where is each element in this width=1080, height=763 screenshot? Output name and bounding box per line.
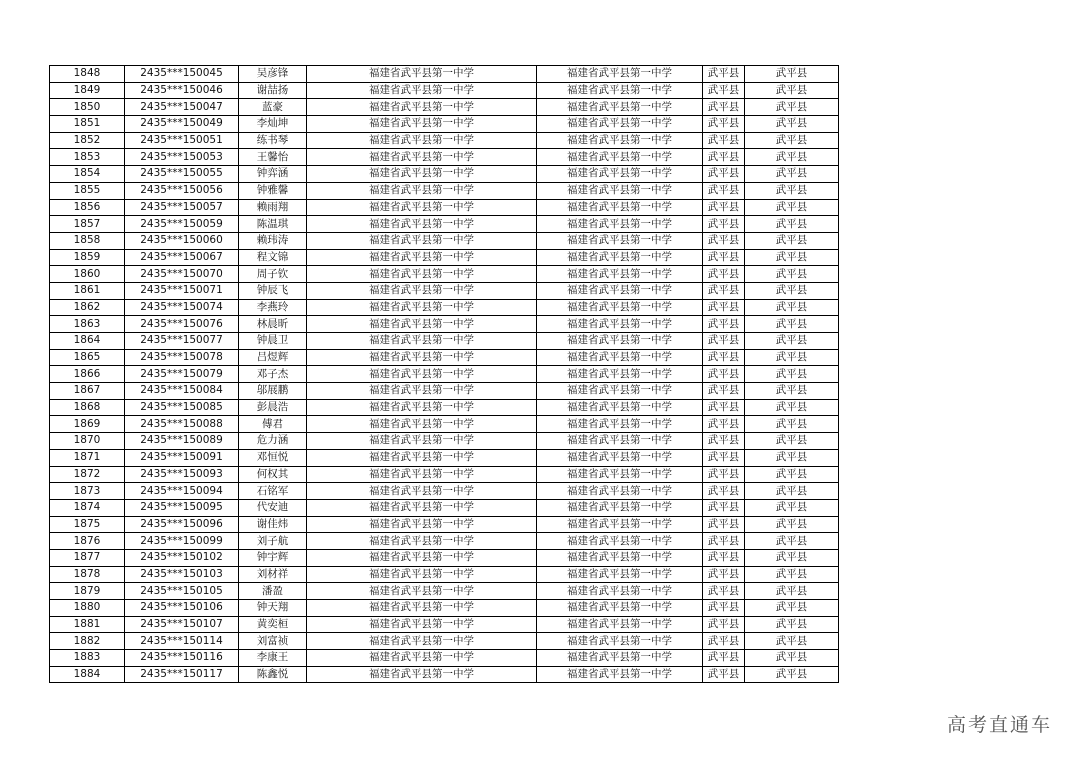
table-row (50, 349, 839, 366)
county2-cell: 武平县 (745, 232, 839, 249)
name-cell: 傅君 (239, 416, 307, 433)
school-cell: 福建省武平县第一中学 (307, 366, 537, 383)
county2-cell: 武平县 (745, 366, 839, 383)
seq-cell: 1856 (50, 199, 125, 216)
school-cell: 福建省武平县第一中学 (307, 282, 537, 299)
school2-cell: 福建省武平县第一中学 (537, 566, 703, 583)
table-row (50, 182, 839, 199)
table-row (50, 566, 839, 583)
name-cell: 刘富祯 (239, 633, 307, 650)
table-row (50, 299, 839, 316)
exam-id-cell: 2435***150114 (125, 633, 239, 650)
seq-cell: 1858 (50, 232, 125, 249)
county2-cell: 武平县 (745, 349, 839, 366)
seq-cell: 1848 (50, 66, 125, 83)
exam-id-cell: 2435***150077 (125, 333, 239, 350)
county2-cell: 武平县 (745, 299, 839, 316)
exam-id-cell: 2435***150085 (125, 399, 239, 416)
name-cell: 李燕玲 (239, 299, 307, 316)
school2-cell: 福建省武平县第一中学 (537, 182, 703, 199)
county2-cell: 武平县 (745, 199, 839, 216)
name-cell: 林晨昕 (239, 316, 307, 333)
exam-id-cell: 2435***150051 (125, 132, 239, 149)
county-cell: 武平县 (703, 182, 745, 199)
seq-cell: 1870 (50, 433, 125, 450)
seq-cell: 1880 (50, 600, 125, 617)
name-cell: 刘子航 (239, 533, 307, 550)
seq-cell: 1884 (50, 666, 125, 683)
school-cell: 福建省武平县第一中学 (307, 416, 537, 433)
seq-cell: 1865 (50, 349, 125, 366)
exam-id-cell: 2435***150095 (125, 499, 239, 516)
school-cell: 福建省武平县第一中学 (307, 132, 537, 149)
school2-cell: 福建省武平县第一中学 (537, 82, 703, 99)
name-cell: 邓子杰 (239, 366, 307, 383)
exam-id-cell: 2435***150057 (125, 199, 239, 216)
county-cell: 武平县 (703, 166, 745, 183)
name-cell: 吕煜辉 (239, 349, 307, 366)
school2-cell: 福建省武平县第一中学 (537, 232, 703, 249)
county-cell: 武平县 (703, 600, 745, 617)
county2-cell: 武平县 (745, 516, 839, 533)
county2-cell: 武平县 (745, 282, 839, 299)
county2-cell: 武平县 (745, 499, 839, 516)
county2-cell: 武平县 (745, 533, 839, 550)
name-cell: 危力涵 (239, 433, 307, 450)
school-cell: 福建省武平县第一中学 (307, 333, 537, 350)
exam-id-cell: 2435***150116 (125, 650, 239, 667)
exam-id-cell: 2435***150094 (125, 483, 239, 500)
school2-cell: 福建省武平县第一中学 (537, 616, 703, 633)
name-cell: 钟天翔 (239, 600, 307, 617)
school2-cell: 福建省武平县第一中学 (537, 383, 703, 400)
county2-cell: 武平县 (745, 149, 839, 166)
school-cell: 福建省武平县第一中学 (307, 116, 537, 133)
table-row (50, 366, 839, 383)
exam-id-cell: 2435***150107 (125, 616, 239, 633)
table-row (50, 616, 839, 633)
seq-cell: 1878 (50, 566, 125, 583)
county2-cell: 武平县 (745, 666, 839, 683)
exam-id-cell: 2435***150056 (125, 182, 239, 199)
name-cell: 彭晨浩 (239, 399, 307, 416)
county-cell: 武平县 (703, 666, 745, 683)
table-row (50, 132, 839, 149)
exam-id-cell: 2435***150060 (125, 232, 239, 249)
county2-cell: 武平县 (745, 600, 839, 617)
county-cell: 武平县 (703, 282, 745, 299)
seq-cell: 1864 (50, 333, 125, 350)
name-cell: 赖雨翔 (239, 199, 307, 216)
table-row (50, 282, 839, 299)
county-cell: 武平县 (703, 99, 745, 116)
county-cell: 武平县 (703, 349, 745, 366)
county-cell: 武平县 (703, 616, 745, 633)
school-cell: 福建省武平县第一中学 (307, 433, 537, 450)
county2-cell: 武平县 (745, 66, 839, 83)
school2-cell: 福建省武平县第一中学 (537, 399, 703, 416)
county-cell: 武平县 (703, 416, 745, 433)
county2-cell: 武平县 (745, 416, 839, 433)
table-row (50, 449, 839, 466)
school-cell: 福建省武平县第一中学 (307, 66, 537, 83)
school2-cell: 福建省武平县第一中学 (537, 499, 703, 516)
table-row (50, 600, 839, 617)
county2-cell: 武平县 (745, 99, 839, 116)
county-cell: 武平县 (703, 466, 745, 483)
seq-cell: 1872 (50, 466, 125, 483)
seq-cell: 1867 (50, 383, 125, 400)
county-cell: 武平县 (703, 633, 745, 650)
table-row (50, 416, 839, 433)
exam-id-cell: 2435***150093 (125, 466, 239, 483)
school2-cell: 福建省武平县第一中学 (537, 650, 703, 667)
exam-id-cell: 2435***150046 (125, 82, 239, 99)
name-cell: 邬展鹏 (239, 383, 307, 400)
name-cell: 石铭军 (239, 483, 307, 500)
school-cell: 福建省武平县第一中学 (307, 149, 537, 166)
table-row (50, 516, 839, 533)
county2-cell: 武平县 (745, 449, 839, 466)
seq-cell: 1882 (50, 633, 125, 650)
school-cell: 福建省武平县第一中学 (307, 349, 537, 366)
school2-cell: 福建省武平县第一中学 (537, 116, 703, 133)
school-cell: 福建省武平县第一中学 (307, 516, 537, 533)
exam-id-cell: 2435***150049 (125, 116, 239, 133)
table-row (50, 499, 839, 516)
school2-cell: 福建省武平县第一中学 (537, 149, 703, 166)
school2-cell: 福建省武平县第一中学 (537, 316, 703, 333)
exam-id-cell: 2435***150088 (125, 416, 239, 433)
table-row (50, 433, 839, 450)
name-cell: 钟宇辉 (239, 549, 307, 566)
exam-id-cell: 2435***150053 (125, 149, 239, 166)
name-cell: 何权其 (239, 466, 307, 483)
name-cell: 黄奕桓 (239, 616, 307, 633)
school2-cell: 福建省武平县第一中学 (537, 449, 703, 466)
name-cell: 潘盈 (239, 583, 307, 600)
county2-cell: 武平县 (745, 583, 839, 600)
school2-cell: 福建省武平县第一中学 (537, 433, 703, 450)
school2-cell: 福建省武平县第一中学 (537, 99, 703, 116)
exam-id-cell: 2435***150106 (125, 600, 239, 617)
school2-cell: 福建省武平县第一中学 (537, 282, 703, 299)
table-row (50, 199, 839, 216)
seq-cell: 1881 (50, 616, 125, 633)
name-cell: 陈鑫悦 (239, 666, 307, 683)
table-row (50, 116, 839, 133)
seq-cell: 1866 (50, 366, 125, 383)
school-cell: 福建省武平县第一中学 (307, 600, 537, 617)
school-cell: 福建省武平县第一中学 (307, 216, 537, 233)
name-cell: 周子钦 (239, 266, 307, 283)
exam-id-cell: 2435***150074 (125, 299, 239, 316)
county2-cell: 武平县 (745, 616, 839, 633)
name-cell: 李灿坤 (239, 116, 307, 133)
seq-cell: 1874 (50, 499, 125, 516)
seq-cell: 1869 (50, 416, 125, 433)
exam-id-cell: 2435***150091 (125, 449, 239, 466)
school-cell: 福建省武平县第一中学 (307, 99, 537, 116)
table-row (50, 466, 839, 483)
table-row (50, 549, 839, 566)
county-cell: 武平县 (703, 449, 745, 466)
county-cell: 武平县 (703, 366, 745, 383)
name-cell: 程文锦 (239, 249, 307, 266)
county-cell: 武平县 (703, 199, 745, 216)
county2-cell: 武平县 (745, 82, 839, 99)
county2-cell: 武平县 (745, 266, 839, 283)
name-cell: 代安迪 (239, 499, 307, 516)
county-cell: 武平县 (703, 116, 745, 133)
county-cell: 武平县 (703, 399, 745, 416)
school2-cell: 福建省武平县第一中学 (537, 166, 703, 183)
county2-cell: 武平县 (745, 483, 839, 500)
county-cell: 武平县 (703, 483, 745, 500)
county2-cell: 武平县 (745, 333, 839, 350)
exam-id-cell: 2435***150067 (125, 249, 239, 266)
school2-cell: 福建省武平县第一中学 (537, 132, 703, 149)
county-cell: 武平县 (703, 333, 745, 350)
school2-cell: 福建省武平县第一中学 (537, 66, 703, 83)
exam-id-cell: 2435***150078 (125, 349, 239, 366)
school2-cell: 福建省武平县第一中学 (537, 633, 703, 650)
county2-cell: 武平县 (745, 182, 839, 199)
seq-cell: 1879 (50, 583, 125, 600)
school-cell: 福建省武平县第一中学 (307, 483, 537, 500)
name-cell: 钟辰飞 (239, 282, 307, 299)
school-cell: 福建省武平县第一中学 (307, 249, 537, 266)
seq-cell: 1862 (50, 299, 125, 316)
school-cell: 福建省武平县第一中学 (307, 499, 537, 516)
county2-cell: 武平县 (745, 132, 839, 149)
seq-cell: 1875 (50, 516, 125, 533)
table-row (50, 82, 839, 99)
county-cell: 武平县 (703, 499, 745, 516)
seq-cell: 1877 (50, 549, 125, 566)
name-cell: 陈温琪 (239, 216, 307, 233)
county-cell: 武平县 (703, 549, 745, 566)
name-cell: 钟雅馨 (239, 182, 307, 199)
seq-cell: 1883 (50, 650, 125, 667)
county-cell: 武平县 (703, 232, 745, 249)
county2-cell: 武平县 (745, 383, 839, 400)
seq-cell: 1850 (50, 99, 125, 116)
school2-cell: 福建省武平县第一中学 (537, 349, 703, 366)
name-cell: 蓝豪 (239, 99, 307, 116)
county-cell: 武平县 (703, 82, 745, 99)
exam-id-cell: 2435***150084 (125, 383, 239, 400)
county2-cell: 武平县 (745, 549, 839, 566)
exam-id-cell: 2435***150103 (125, 566, 239, 583)
school-cell: 福建省武平县第一中学 (307, 449, 537, 466)
exam-id-cell: 2435***150105 (125, 583, 239, 600)
county-cell: 武平县 (703, 383, 745, 400)
seq-cell: 1861 (50, 282, 125, 299)
table-row (50, 216, 839, 233)
table-row (50, 333, 839, 350)
county-cell: 武平县 (703, 566, 745, 583)
table-row (50, 650, 839, 667)
school-cell: 福建省武平县第一中学 (307, 399, 537, 416)
name-cell: 钟晨卫 (239, 333, 307, 350)
watermark: 高考直通车 (946, 714, 1052, 736)
seq-cell: 1873 (50, 483, 125, 500)
school2-cell: 福建省武平县第一中学 (537, 333, 703, 350)
school2-cell: 福建省武平县第一中学 (537, 583, 703, 600)
school2-cell: 福建省武平县第一中学 (537, 216, 703, 233)
school-cell: 福建省武平县第一中学 (307, 82, 537, 99)
school-cell: 福建省武平县第一中学 (307, 666, 537, 683)
table-row (50, 99, 839, 116)
seq-cell: 1863 (50, 316, 125, 333)
table-row (50, 316, 839, 333)
county2-cell: 武平县 (745, 399, 839, 416)
exam-id-cell: 2435***150045 (125, 66, 239, 83)
roster-table (49, 65, 839, 683)
exam-id-cell: 2435***150076 (125, 316, 239, 333)
county-cell: 武平县 (703, 132, 745, 149)
seq-cell: 1868 (50, 399, 125, 416)
school2-cell: 福建省武平县第一中学 (537, 366, 703, 383)
school2-cell: 福建省武平县第一中学 (537, 299, 703, 316)
school-cell: 福建省武平县第一中学 (307, 549, 537, 566)
seq-cell: 1852 (50, 132, 125, 149)
exam-id-cell: 2435***150096 (125, 516, 239, 533)
county2-cell: 武平县 (745, 633, 839, 650)
school-cell: 福建省武平县第一中学 (307, 533, 537, 550)
name-cell: 王馨怡 (239, 149, 307, 166)
school2-cell: 福建省武平县第一中学 (537, 483, 703, 500)
table-row (50, 483, 839, 500)
school-cell: 福建省武平县第一中学 (307, 316, 537, 333)
exam-id-cell: 2435***150102 (125, 549, 239, 566)
name-cell: 刘材祥 (239, 566, 307, 583)
table-row (50, 166, 839, 183)
table-row (50, 383, 839, 400)
seq-cell: 1851 (50, 116, 125, 133)
school2-cell: 福建省武平县第一中学 (537, 666, 703, 683)
exam-id-cell: 2435***150099 (125, 533, 239, 550)
county-cell: 武平县 (703, 66, 745, 83)
county-cell: 武平县 (703, 316, 745, 333)
exam-id-cell: 2435***150071 (125, 282, 239, 299)
county-cell: 武平县 (703, 149, 745, 166)
school-cell: 福建省武平县第一中学 (307, 566, 537, 583)
name-cell: 钟弈涵 (239, 166, 307, 183)
school-cell: 福建省武平县第一中学 (307, 182, 537, 199)
school-cell: 福建省武平县第一中学 (307, 232, 537, 249)
exam-id-cell: 2435***150059 (125, 216, 239, 233)
school-cell: 福建省武平县第一中学 (307, 166, 537, 183)
school2-cell: 福建省武平县第一中学 (537, 549, 703, 566)
school2-cell: 福建省武平县第一中学 (537, 466, 703, 483)
exam-id-cell: 2435***150117 (125, 666, 239, 683)
name-cell: 谢佳炜 (239, 516, 307, 533)
county-cell: 武平县 (703, 299, 745, 316)
school-cell: 福建省武平县第一中学 (307, 199, 537, 216)
school-cell: 福建省武平县第一中学 (307, 616, 537, 633)
school2-cell: 福建省武平县第一中学 (537, 516, 703, 533)
county2-cell: 武平县 (745, 316, 839, 333)
seq-cell: 1853 (50, 149, 125, 166)
county-cell: 武平县 (703, 516, 745, 533)
table-row (50, 66, 839, 83)
seq-cell: 1859 (50, 249, 125, 266)
school2-cell: 福建省武平县第一中学 (537, 266, 703, 283)
name-cell: 赖玮涛 (239, 232, 307, 249)
county-cell: 武平县 (703, 533, 745, 550)
school-cell: 福建省武平县第一中学 (307, 633, 537, 650)
county-cell: 武平县 (703, 249, 745, 266)
exam-id-cell: 2435***150089 (125, 433, 239, 450)
name-cell: 谢喆扬 (239, 82, 307, 99)
seq-cell: 1849 (50, 82, 125, 99)
name-cell: 李康王 (239, 650, 307, 667)
school-cell: 福建省武平县第一中学 (307, 266, 537, 283)
table-row (50, 232, 839, 249)
seq-cell: 1854 (50, 166, 125, 183)
seq-cell: 1855 (50, 182, 125, 199)
county-cell: 武平县 (703, 266, 745, 283)
county2-cell: 武平县 (745, 116, 839, 133)
school-cell: 福建省武平县第一中学 (307, 383, 537, 400)
county-cell: 武平县 (703, 650, 745, 667)
county2-cell: 武平县 (745, 249, 839, 266)
school-cell: 福建省武平县第一中学 (307, 650, 537, 667)
county2-cell: 武平县 (745, 566, 839, 583)
table-row (50, 266, 839, 283)
school2-cell: 福建省武平县第一中学 (537, 533, 703, 550)
table-row (50, 149, 839, 166)
table-row (50, 249, 839, 266)
roster-body (50, 66, 839, 683)
exam-id-cell: 2435***150047 (125, 99, 239, 116)
table-row (50, 666, 839, 683)
table-row (50, 533, 839, 550)
county2-cell: 武平县 (745, 433, 839, 450)
exam-id-cell: 2435***150079 (125, 366, 239, 383)
name-cell: 练书琴 (239, 132, 307, 149)
table-row (50, 633, 839, 650)
exam-id-cell: 2435***150055 (125, 166, 239, 183)
table-row (50, 399, 839, 416)
school2-cell: 福建省武平县第一中学 (537, 600, 703, 617)
school-cell: 福建省武平县第一中学 (307, 583, 537, 600)
county2-cell: 武平县 (745, 466, 839, 483)
county2-cell: 武平县 (745, 650, 839, 667)
name-cell: 邓恒悦 (239, 449, 307, 466)
school-cell: 福建省武平县第一中学 (307, 299, 537, 316)
table-row (50, 583, 839, 600)
name-cell: 吴彦锋 (239, 66, 307, 83)
seq-cell: 1857 (50, 216, 125, 233)
school2-cell: 福建省武平县第一中学 (537, 249, 703, 266)
county2-cell: 武平县 (745, 216, 839, 233)
seq-cell: 1876 (50, 533, 125, 550)
school2-cell: 福建省武平县第一中学 (537, 416, 703, 433)
school-cell: 福建省武平县第一中学 (307, 466, 537, 483)
seq-cell: 1871 (50, 449, 125, 466)
county2-cell: 武平县 (745, 166, 839, 183)
county-cell: 武平县 (703, 216, 745, 233)
county-cell: 武平县 (703, 433, 745, 450)
exam-id-cell: 2435***150070 (125, 266, 239, 283)
seq-cell: 1860 (50, 266, 125, 283)
county-cell: 武平县 (703, 583, 745, 600)
school2-cell: 福建省武平县第一中学 (537, 199, 703, 216)
